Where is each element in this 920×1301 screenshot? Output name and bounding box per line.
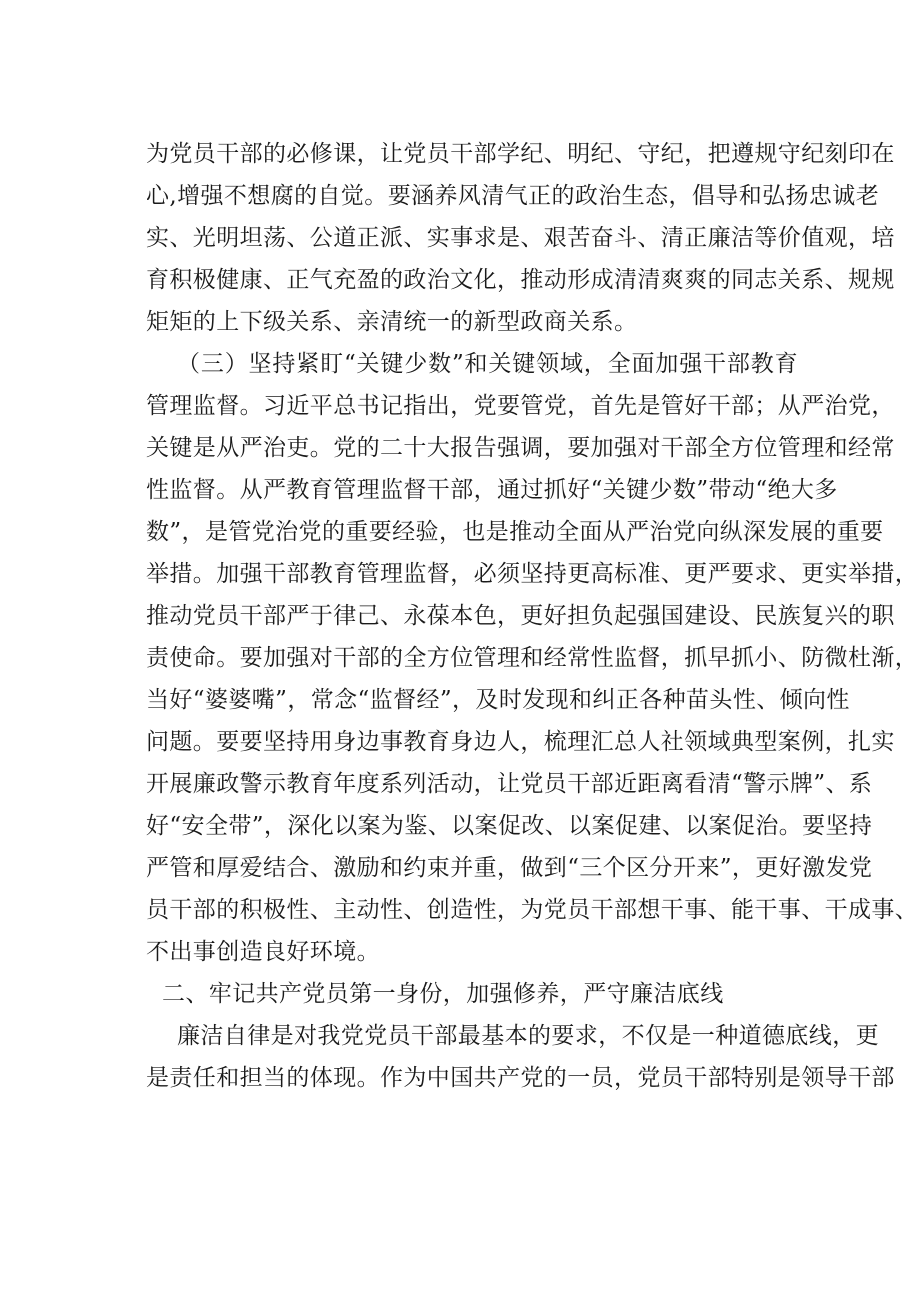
- paragraph-line: 实、光明坦荡、公道正派、实事求是、艰苦奋斗、清正廉洁等价值观，培: [146, 225, 895, 251]
- paragraph-line: 心,增强不想腐的自觉。要涵养风清气正的政治生态，倡导和弘扬忠诚老: [146, 183, 880, 209]
- paragraph-line: 推动党员干部严于律己、永葆本色，更好担负起强国建设、民族复兴的职: [146, 603, 895, 629]
- paragraph-line: 不出事创造良好环境。: [146, 939, 380, 965]
- paragraph-line: 关键是从严治吏。党的二十大报告强调，要加强对干部全方位管理和经常: [146, 435, 895, 461]
- paragraph-line: 员干部的积极性、主动性、创造性，为党员干部想干事、能干事、干成事、: [146, 897, 919, 923]
- paragraph-line: 育积极健康、正气充盈的政治文化，推动形成清清爽爽的同志关系、规规: [146, 267, 895, 293]
- paragraph-line: 当好“婆婆嘴”，常念“监督经”，及时发现和纠正各种苗头性、倾向性: [146, 687, 850, 713]
- paragraph-line: 责使命。要加强对干部的全方位管理和经常性监督，抓早抓小、防微杜渐，: [146, 645, 919, 671]
- paragraph-line: 矩矩的上下级关系、亲清统一的新型政商关系。: [146, 309, 638, 335]
- paragraph-line: 是责任和担当的体现。作为中国共产党的一员，党员干部特别是领导干部: [146, 1065, 895, 1091]
- paragraph-line: 好“安全带”，深化以案为鉴、以案促改、以案促建、以案促治。要坚持: [146, 813, 873, 839]
- subsection-heading-line: （三）坚持紧盯“关键少数”和关键领域，全面加强干部教育: [177, 351, 798, 377]
- paragraph-line: 严管和厚爱结合、激励和约束并重，做到“三个区分开来”，更好激发党: [146, 855, 873, 881]
- paragraph-line: 廉洁自律是对我党党员干部最基本的要求，不仅是一种道德底线，更: [177, 1023, 879, 1049]
- paragraph-line: 举措。加强干部教育管理监督，必须坚持更高标准、更严要求、更实举措，: [146, 561, 919, 587]
- paragraph-line: 性监督。从严教育管理监督干部，通过抓好“关键少数”带动“绝大多: [146, 477, 838, 503]
- paragraph-line: 管理监督。习近平总书记指出，党要管党，首先是管好干部；从严治党，: [146, 393, 895, 419]
- paragraph-line: 开展廉政警示教育年度系列活动，让党员干部近距离看清“警示牌”、系: [146, 771, 873, 797]
- section-heading: 二、牢记共产党员第一身份，加强修养，严守廉洁底线: [162, 981, 724, 1007]
- paragraph-line: 问题。要要坚持用身边事教育身边人，梳理汇总人社领域典型案例，扎实: [146, 729, 895, 755]
- paragraph-line: 数”，是管党治党的重要经验，也是推动全面从严治党向纵深发展的重要: [146, 519, 884, 545]
- paragraph-line: 为党员干部的必修课，让党员干部学纪、明纪、守纪，把遵规守纪刻印在: [146, 141, 895, 167]
